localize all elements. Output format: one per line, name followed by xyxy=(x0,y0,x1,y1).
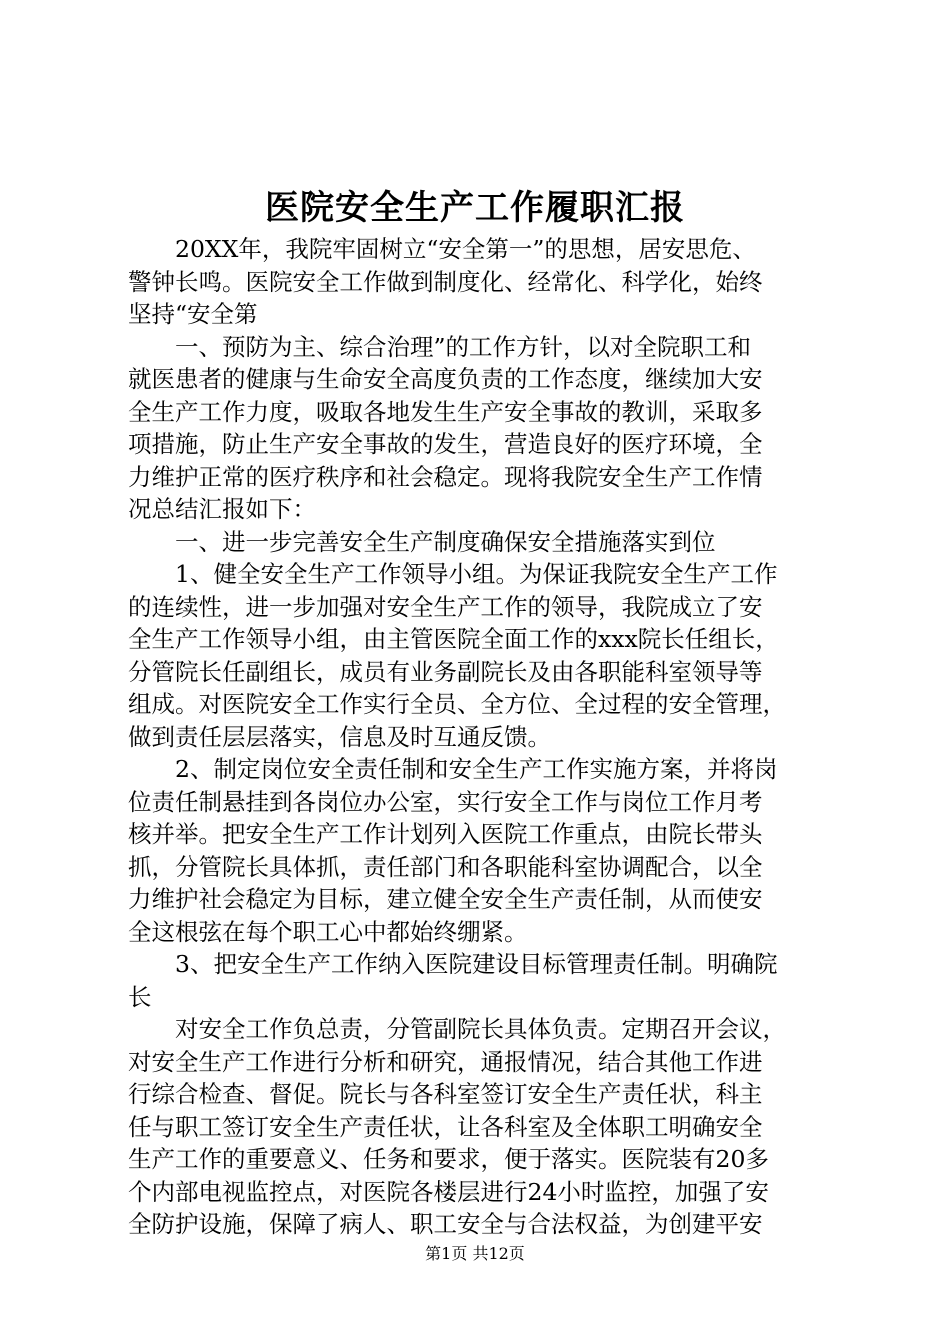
body-line: 个内部电视监控点，对医院各楼层进行24小时监控，加强了安 xyxy=(128,1177,769,1206)
body-line: 全生产工作力度，吸取各地发生生产安全事故的教训，采取多 xyxy=(128,397,763,426)
body-line: 行综合检查、督促。院长与各科室签订安全生产责任状，科主 xyxy=(128,1080,763,1108)
document-title: 医院安全生产工作履职汇报 xyxy=(265,188,685,228)
body-line: 全这根弦在每个职工心中都始终绷紧。 xyxy=(128,917,528,946)
body-line: 力维护正常的医疗秩序和社会稳定。现将我院安全生产工作情 xyxy=(128,462,763,491)
body-line: 20XX年，我院牢固树立“安全第一”的思想，居安思危、 xyxy=(128,235,756,263)
body-line: 生产工作的重要意义、任务和要求，便于落实。医院装有20多 xyxy=(128,1145,769,1173)
body-line: 抓，分管院长具体抓，责任部门和各职能科室协调配合，以全 xyxy=(128,852,763,881)
body-line: 一、预防为主、综合治理”的工作方针，以对全院职工和 xyxy=(128,332,752,361)
body-line: 2、制定岗位安全责任制和安全生产工作实施方案，并将岗 xyxy=(128,755,778,783)
page-footer: 第1页 共12页 xyxy=(425,1244,525,1263)
body-line: 核并举。把安全生产工作计划列入医院工作重点，由院长带头 xyxy=(128,820,763,848)
body-line: 做到责任层层落实，信息及时互通反馈。 xyxy=(128,722,551,751)
body-line: 力维护社会稳定为目标，建立健全安全生产责任制，从而使安 xyxy=(128,885,763,913)
body-line: 组成。对医院安全工作实行全员、全方位、全过程的安全管理， xyxy=(128,690,786,718)
body-line: 坚持“安全第 xyxy=(128,300,258,328)
body-line: 全生产工作领导小组，由主管医院全面工作的xxx院长任组长， xyxy=(128,625,779,653)
body-line: 长 xyxy=(128,982,152,1011)
body-line: 就医患者的健康与生命安全高度负责的工作态度，继续加大安 xyxy=(128,365,763,393)
body-line: 况总结汇报如下： xyxy=(128,495,316,523)
body-line: 3、把安全生产工作纳入医院建设目标管理责任制。明确院 xyxy=(128,950,778,978)
body-line: 对安全生产工作进行分析和研究，通报情况，结合其他工作进 xyxy=(128,1047,763,1076)
body-line: 1、健全安全生产工作领导小组。为保证我院安全生产工作 xyxy=(128,560,778,588)
body-line: 分管院长任副组长，成员有业务副院长及由各职能科室领导等 xyxy=(128,657,763,686)
body-line: 一、进一步完善安全生产制度确保安全措施落实到位 xyxy=(128,527,716,556)
body-line: 对安全工作负总责，分管副院长具体负责。定期召开会议， xyxy=(128,1015,786,1043)
body-line: 全防护设施，保障了病人、职工安全与合法权益，为创建平安 xyxy=(128,1210,763,1238)
body-line: 的连续性，进一步加强对安全生产工作的领导，我院成立了安 xyxy=(128,592,763,621)
body-line: 位责任制悬挂到各岗位办公室，实行安全工作与岗位工作月考 xyxy=(128,787,763,816)
body-line: 警钟长鸣。医院安全工作做到制度化、经常化、科学化，始终 xyxy=(128,267,763,296)
body-line: 项措施，防止生产安全事故的发生，营造良好的医疗环境，全 xyxy=(128,430,763,458)
document-body xyxy=(128,233,828,1241)
body-line: 任与职工签订安全生产责任状，让各科室及全体职工明确安全 xyxy=(128,1112,763,1141)
